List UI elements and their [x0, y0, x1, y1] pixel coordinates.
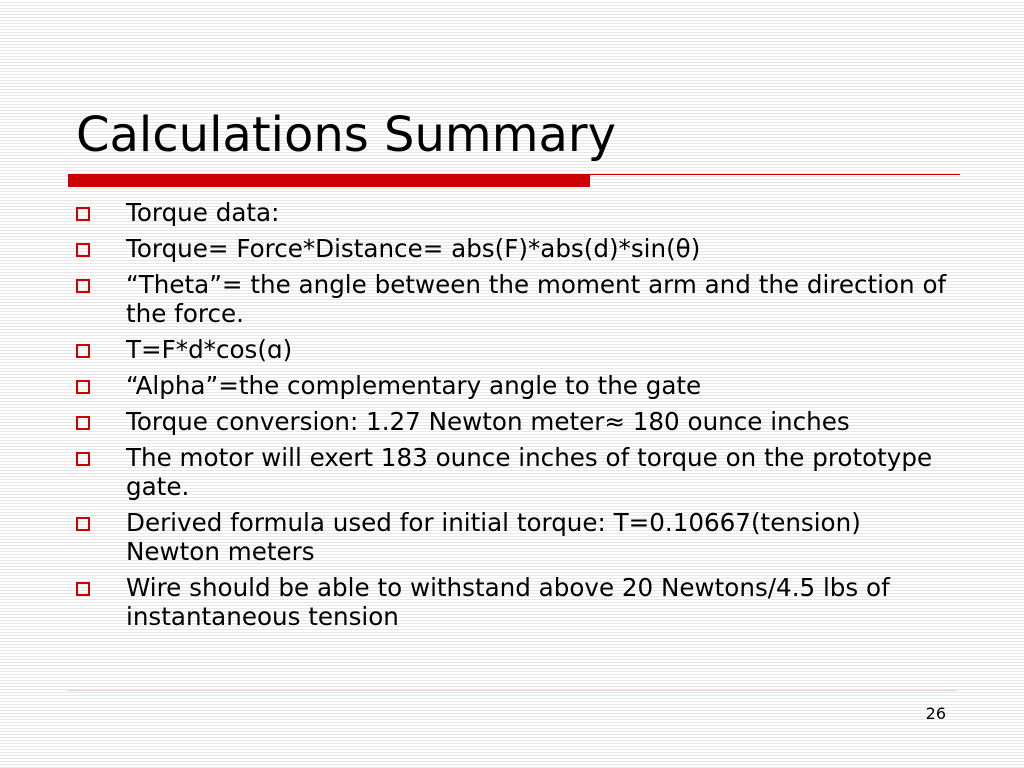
hollow-square-icon	[76, 416, 90, 430]
bullet-item	[76, 270, 956, 328]
bullet-item	[76, 198, 956, 227]
bullet-item	[76, 335, 956, 364]
hollow-square-icon	[76, 517, 90, 531]
bullet-item	[76, 234, 956, 263]
bullet-text: “Alpha”=the complementary angle to the gate	[126, 371, 702, 400]
bullet-item	[76, 371, 956, 400]
hollow-square-icon	[76, 380, 90, 394]
bullet-text: The motor will exert 183 ounce inches of torque on the prototype gate.	[126, 443, 933, 501]
bullet-text: Wire should be able to withstand above 20 Newtons/4.5 lbs of instantaneous tension	[126, 573, 890, 631]
slide-number: 26	[925, 704, 946, 723]
hollow-square-icon	[76, 207, 90, 221]
hollow-square-icon	[76, 582, 90, 596]
bullet-text: Torque conversion: 1.27 Newton meter≈ 180 ounce inches	[126, 407, 850, 436]
bullet-item	[76, 508, 956, 566]
footer-divider	[68, 690, 956, 691]
bullet-text: Derived formula used for initial torque: T=0.10667(tension) Newton meters	[126, 508, 861, 566]
bullet-item	[76, 573, 956, 631]
hollow-square-icon	[76, 452, 90, 466]
hollow-square-icon	[76, 279, 90, 293]
hollow-square-icon	[76, 243, 90, 257]
bullet-item	[76, 407, 956, 436]
bullet-text: Torque= Force*Distance= abs(F)*abs(d)*sin(θ)	[126, 234, 701, 263]
hollow-square-icon	[76, 344, 90, 358]
slide-title: Calculations Summary	[76, 107, 616, 163]
bullet-text: “Theta”= the angle between the moment arm and the direction of the force.	[126, 270, 947, 328]
title-accent-bar	[68, 175, 590, 187]
bullet-item	[76, 443, 956, 501]
bullet-text: Torque data:	[126, 198, 280, 227]
bullet-list	[76, 198, 956, 638]
bullet-text: T=F*d*cos(ɑ)	[126, 335, 293, 364]
